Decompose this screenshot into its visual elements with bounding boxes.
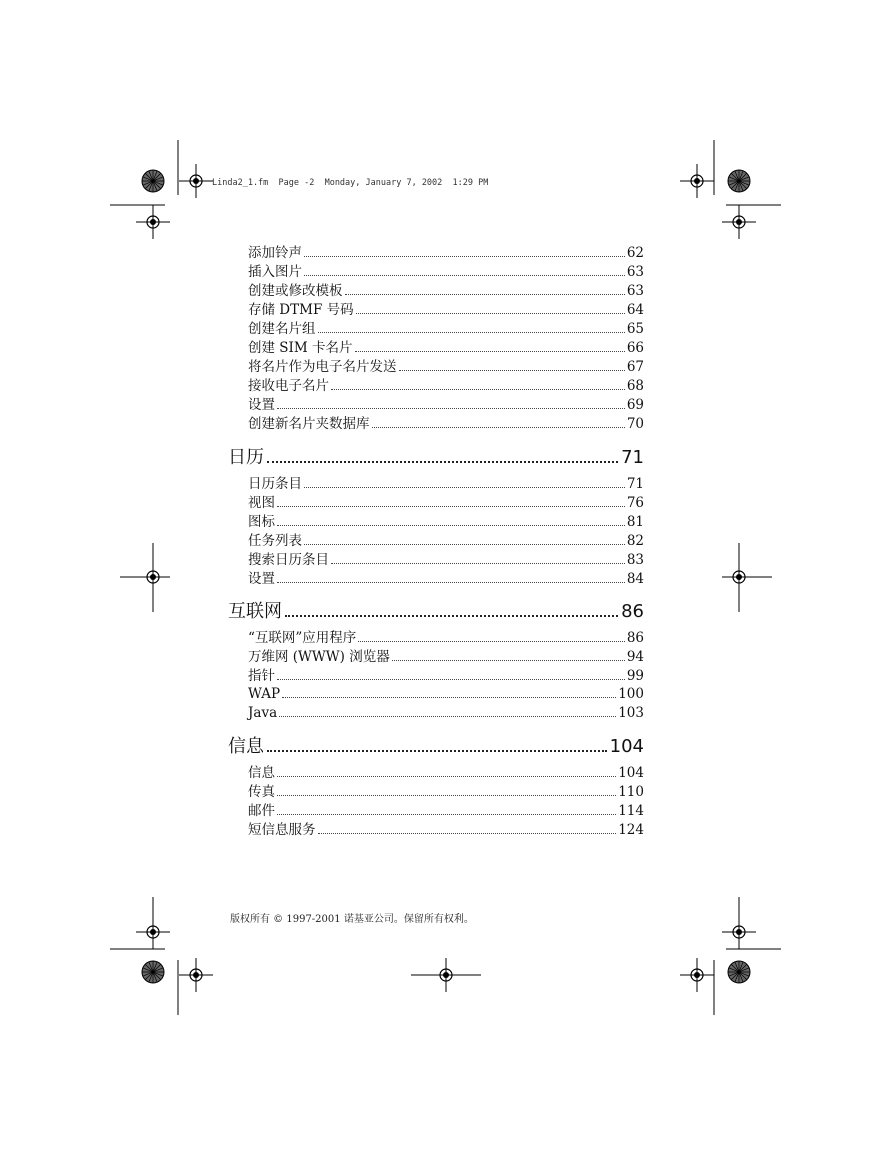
toc-entry bbox=[248, 495, 644, 512]
chapter-title: 互联网 bbox=[228, 601, 282, 622]
toc-entry-title: 传真 bbox=[248, 784, 275, 800]
toc-entry-page: 66 bbox=[626, 340, 644, 356]
toc-entry bbox=[248, 302, 644, 319]
toc-entry bbox=[248, 705, 644, 722]
leader-dots bbox=[277, 679, 625, 680]
toc-entry bbox=[248, 378, 644, 395]
toc-entry-title: 视图 bbox=[248, 495, 275, 511]
toc-entry-page: 69 bbox=[626, 397, 644, 413]
leader-dots bbox=[285, 615, 618, 617]
chapter-title: 日历 bbox=[228, 447, 264, 468]
toc-entry-title: WAP bbox=[248, 686, 281, 702]
toc-entry-page: 76 bbox=[626, 495, 644, 511]
leader-dots bbox=[267, 750, 607, 752]
toc-entry-title: 邮件 bbox=[248, 803, 275, 819]
toc-entry-page: 94 bbox=[626, 649, 644, 665]
leader-dots bbox=[277, 776, 616, 777]
page-header: Linda2_1.fm Page -2 Monday, January 7, 2002 1:29 PM bbox=[212, 178, 489, 188]
leader-dots bbox=[304, 275, 625, 276]
chapter-page: 71 bbox=[621, 447, 644, 468]
toc-entry bbox=[248, 765, 644, 782]
toc-entry bbox=[248, 552, 644, 569]
leader-dots bbox=[392, 660, 625, 661]
toc-chapter bbox=[228, 736, 644, 758]
leader-dots bbox=[318, 332, 625, 333]
toc-entry bbox=[248, 514, 644, 531]
toc-entry-title: 设置 bbox=[248, 397, 275, 413]
toc-entry bbox=[248, 784, 644, 801]
toc-entry bbox=[248, 686, 644, 703]
toc-chapter bbox=[228, 447, 644, 469]
toc-entry-title: 将名片作为电子名片发送 bbox=[248, 359, 397, 375]
toc-entry bbox=[248, 416, 644, 433]
toc-entry-page: 67 bbox=[626, 359, 644, 375]
toc-entry bbox=[248, 649, 644, 666]
toc-entry bbox=[248, 803, 644, 820]
leader-dots bbox=[345, 294, 625, 295]
toc-entry-title: 搜索日历条目 bbox=[248, 552, 329, 568]
leader-dots bbox=[399, 370, 625, 371]
toc-entry-title: 指针 bbox=[248, 668, 275, 684]
toc-entry-page: 70 bbox=[626, 416, 644, 432]
toc-chapter bbox=[228, 601, 644, 623]
toc-entry-title: 创建 SIM 卡名片 bbox=[248, 340, 353, 356]
toc-entry-title: 万维网 (WWW) 浏览器 bbox=[248, 649, 390, 665]
toc-entry bbox=[248, 264, 644, 281]
leader-dots bbox=[355, 351, 625, 352]
toc-entry-title: 插入图片 bbox=[248, 264, 302, 280]
leader-dots bbox=[372, 427, 625, 428]
leader-dots bbox=[267, 461, 618, 463]
toc-entry-title: 短信息服务 bbox=[248, 822, 316, 838]
leader-dots bbox=[331, 563, 625, 564]
toc-entry-page: 114 bbox=[618, 803, 644, 819]
toc-entry-page: 82 bbox=[626, 533, 644, 549]
leader-dots bbox=[356, 313, 625, 314]
leader-dots bbox=[304, 487, 625, 488]
toc-entry-page: 64 bbox=[626, 302, 644, 318]
leader-dots bbox=[279, 716, 616, 717]
toc-entry-title: 创建新名片夹数据库 bbox=[248, 416, 370, 432]
toc-entry-page: 100 bbox=[618, 686, 644, 702]
leader-dots bbox=[318, 833, 617, 834]
toc-entry-page: 83 bbox=[626, 552, 644, 568]
toc-entry bbox=[248, 283, 644, 300]
leader-dots bbox=[304, 544, 625, 545]
toc-entry bbox=[248, 630, 644, 647]
toc-entry-title: 设置 bbox=[248, 571, 275, 587]
toc-entry-page: 99 bbox=[626, 668, 644, 684]
toc-entry-page: 104 bbox=[618, 765, 644, 781]
toc-entry-title: 添加铃声 bbox=[248, 245, 302, 261]
toc-entry-page: 86 bbox=[626, 630, 644, 646]
copyright-footer: 版权所有 © 1997-2001 诺基亚公司。保留所有权利。 bbox=[230, 914, 474, 925]
toc-entry bbox=[248, 668, 644, 685]
toc-entry bbox=[248, 245, 644, 262]
toc-entry bbox=[248, 822, 644, 839]
toc-entry-page: 63 bbox=[626, 283, 644, 299]
toc-entry-title: 信息 bbox=[248, 765, 275, 781]
toc-entry-page: 63 bbox=[626, 264, 644, 280]
toc-entry-page: 84 bbox=[626, 571, 644, 587]
leader-dots bbox=[277, 506, 625, 507]
leader-dots bbox=[277, 795, 616, 796]
toc-entry-title: “互联网”应用程序 bbox=[248, 630, 357, 646]
leader-dots bbox=[277, 582, 625, 583]
leader-dots bbox=[277, 814, 616, 815]
leader-dots bbox=[304, 256, 625, 257]
toc-entry-page: 68 bbox=[626, 378, 644, 394]
leader-dots bbox=[282, 697, 616, 698]
toc-entry-page: 124 bbox=[618, 822, 644, 838]
toc-entry-title: 任务列表 bbox=[248, 533, 302, 549]
toc-entry-page: 81 bbox=[626, 514, 644, 530]
toc-entry-page: 62 bbox=[626, 245, 644, 261]
toc-entry-page: 65 bbox=[626, 321, 644, 337]
toc-entry bbox=[248, 321, 644, 338]
toc-entry bbox=[248, 533, 644, 550]
toc-entry-title: 接收电子名片 bbox=[248, 378, 329, 394]
toc-entry-title: 存储 DTMF 号码 bbox=[248, 302, 354, 318]
toc-entry bbox=[248, 397, 644, 414]
toc-entry bbox=[248, 359, 644, 376]
leader-dots bbox=[358, 641, 625, 642]
toc-entry-title: 日历条目 bbox=[248, 476, 302, 492]
toc-entry-page: 103 bbox=[618, 705, 644, 721]
toc-entry-page: 71 bbox=[626, 476, 644, 492]
toc-entry-page: 110 bbox=[618, 784, 644, 800]
toc-entry bbox=[248, 476, 644, 493]
toc-entry-title: 创建名片组 bbox=[248, 321, 316, 337]
toc-entry-title: 图标 bbox=[248, 514, 275, 530]
toc-entry bbox=[248, 340, 644, 357]
toc-entry-title: 创建或修改模板 bbox=[248, 283, 343, 299]
chapter-title: 信息 bbox=[228, 736, 264, 757]
toc-entry bbox=[248, 571, 644, 588]
leader-dots bbox=[331, 389, 625, 390]
leader-dots bbox=[277, 408, 625, 409]
leader-dots bbox=[277, 525, 625, 526]
chapter-page: 104 bbox=[609, 736, 644, 757]
chapter-page: 86 bbox=[621, 601, 644, 622]
toc-entry-title: Java bbox=[248, 705, 278, 721]
